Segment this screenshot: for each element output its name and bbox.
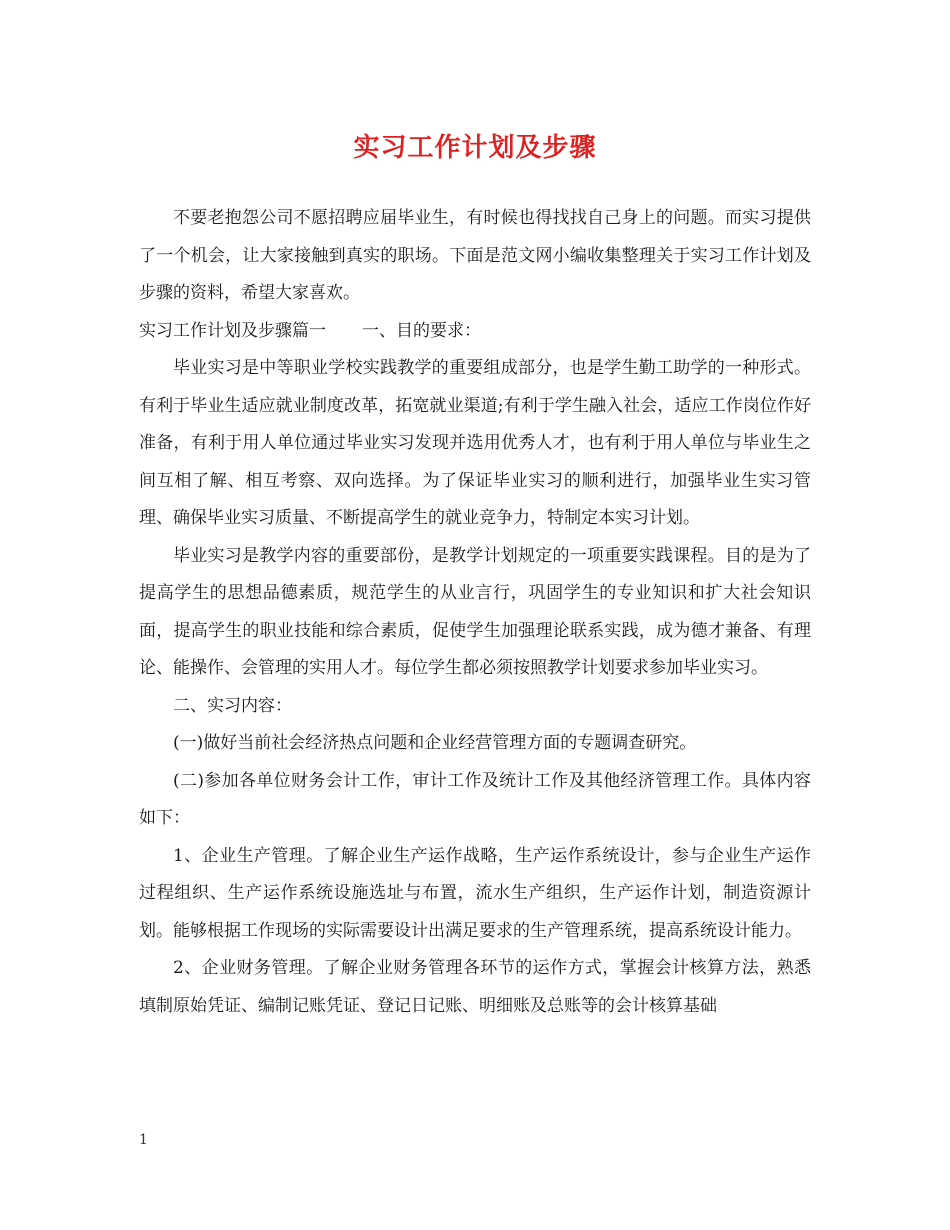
paragraph-purpose-1: 毕业实习是中等职业学校实践教学的重要组成部分，也是学生勤工助学的一种形式。有利于毕业生适应就业制度改革，拓宽就业渠道;有利于学生融入社会，适应工作岗位作好准备，有利于用人单位通过毕业实习发现并选用优秀人才，也有利于用人单位与毕业生之间互相了解、相互考察、双向选择。为了保证毕业实习的顺利进行，加强毕业生实习管理、确保毕业实习质量、不断提高学生的就业竞争力，特制定本实习计划。: [139, 358, 811, 528]
section-heading: 实习工作计划及步骤篇一: [139, 320, 326, 341]
heading-content: 二、实习内容：: [173, 695, 292, 716]
paragraph-financial-management: 2、企业财务管理。了解企业财务管理各环节的运作方式，掌握会计核算方法，熟悉填制原始凭证、编制记账凭证、登记日记账、明细账及总账等的会计核算基础: [139, 958, 811, 1016]
paragraph-purpose-2: 毕业实习是教学内容的重要部份，是教学计划规定的一项重要实践课程。目的是为了提高学生的思想品德素质，规范学生的从业言行，巩固学生的专业知识和扩大社会知识面，提高学生的职业技能和综合素质，促使学生加强理论联系实践，成为德才兼备、有理论、能操作、会管理的实用人才。每位学生都必须按照教学计划要求参加毕业实习。: [139, 545, 811, 678]
section-subheading: 一、目的要求：: [362, 320, 481, 341]
list-item-2: (二)参加各单位财务会计工作，审计工作及统计工作及其他经济管理工作。具体内容如下：: [139, 770, 811, 828]
section-heading-line: [139, 313, 811, 351]
document-title: 实习工作计划及步骤: [353, 133, 597, 163]
intro-paragraph: 不要老抱怨公司不愿招聘应届毕业生，有时候也得找找自己身上的问题。而实习提供了一个机会，让大家接触到真实的职场。下面是范文网小编收集整理关于实习工作计划及步骤的资料，希望大家喜欢。: [139, 208, 811, 303]
list-item-1: (一)做好当前社会经济热点问题和企业经营管理方面的专题调查研究。: [173, 733, 697, 753]
document-body: [139, 200, 811, 1025]
paragraph-production-management: 1、企业生产管理。了解企业生产运作战略，生产运作系统设计，参与企业生产运作过程组织、生产运作系统设施选址与布置，流水生产组织，生产运作计划，制造资源计划。能够根据工作现场的实际需要设计出满足要求的生产管理系统，提高系统设计能力。: [139, 845, 811, 941]
page-number: 1: [139, 1132, 148, 1148]
